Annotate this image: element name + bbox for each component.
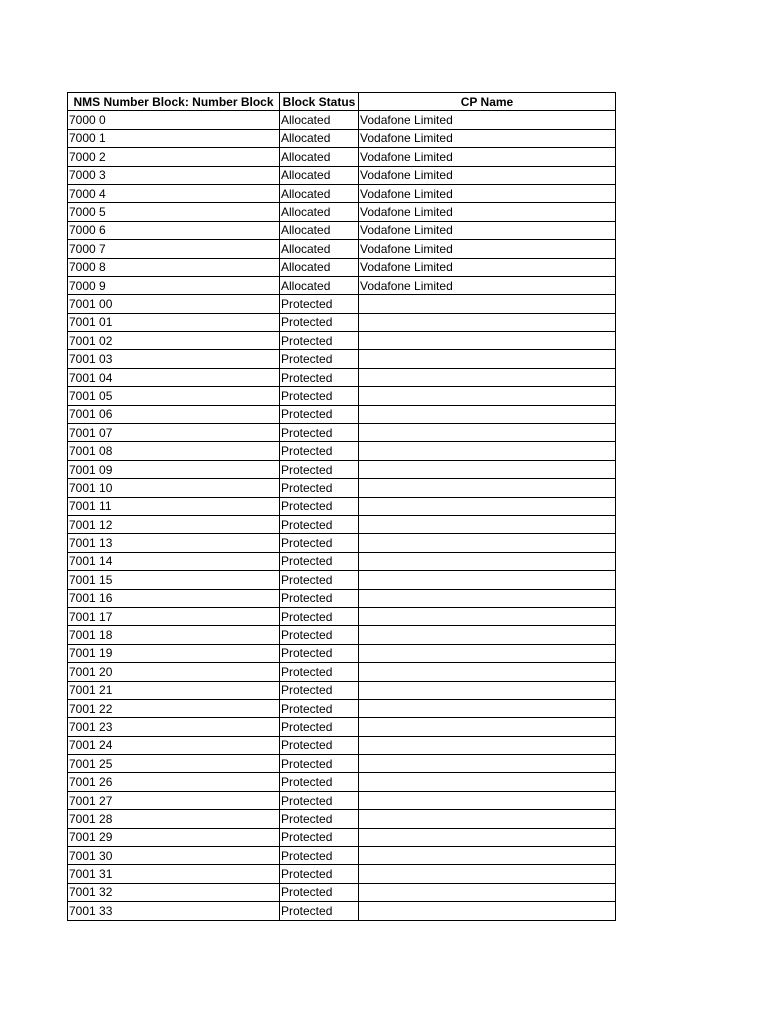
cell-block-status: Protected [280,442,359,460]
table-row [68,718,616,736]
table-row [68,902,616,920]
table-row [68,240,616,258]
table-row [68,644,616,662]
cell-number-block: 7001 20 [68,663,280,681]
cell-block-status: Allocated [280,240,359,258]
cell-number-block: 7001 07 [68,424,280,442]
header-number-block: NMS Number Block: Number Block [68,93,280,111]
cell-number-block: 7001 24 [68,736,280,754]
cell-number-block: 7000 5 [68,203,280,221]
cell-cp-name [359,313,616,331]
cell-block-status: Protected [280,295,359,313]
cell-block-status: Protected [280,479,359,497]
cell-cp-name [359,847,616,865]
table-row [68,166,616,184]
cell-cp-name [359,681,616,699]
cell-number-block: 7001 28 [68,810,280,828]
cell-number-block: 7001 04 [68,368,280,386]
table-row [68,479,616,497]
cell-block-status: Protected [280,810,359,828]
cell-cp-name [359,626,616,644]
cell-block-status: Protected [280,552,359,570]
cell-cp-name [359,755,616,773]
cell-block-status: Allocated [280,203,359,221]
cell-block-status: Protected [280,718,359,736]
cell-block-status: Protected [280,626,359,644]
cell-cp-name [359,552,616,570]
cell-number-block: 7001 00 [68,295,280,313]
cell-block-status: Protected [280,847,359,865]
cell-number-block: 7001 01 [68,313,280,331]
table-row [68,368,616,386]
cell-cp-name [359,607,616,625]
cell-number-block: 7001 26 [68,773,280,791]
cell-cp-name [359,736,616,754]
table-body [68,111,616,920]
cell-cp-name: Vodafone Limited [359,258,616,276]
cell-block-status: Protected [280,515,359,533]
cell-number-block: 7001 09 [68,460,280,478]
cell-number-block: 7001 14 [68,552,280,570]
cell-block-status: Protected [280,571,359,589]
table-row [68,148,616,166]
cell-block-status: Protected [280,405,359,423]
cell-block-status: Allocated [280,221,359,239]
cell-cp-name: Vodafone Limited [359,276,616,294]
cell-cp-name [359,571,616,589]
cell-block-status: Protected [280,350,359,368]
cell-block-status: Protected [280,736,359,754]
cell-cp-name: Vodafone Limited [359,166,616,184]
cell-block-status: Protected [280,534,359,552]
cell-cp-name [359,479,616,497]
cell-number-block: 7000 0 [68,111,280,129]
table-row [68,442,616,460]
table-row [68,791,616,809]
cell-number-block: 7000 3 [68,166,280,184]
cell-cp-name [359,424,616,442]
cell-number-block: 7001 06 [68,405,280,423]
cell-block-status: Protected [280,755,359,773]
table-row [68,424,616,442]
table-row [68,350,616,368]
cell-block-status: Protected [280,607,359,625]
table-row [68,663,616,681]
cell-cp-name [359,442,616,460]
header-row [68,93,616,111]
cell-number-block: 7001 21 [68,681,280,699]
cell-block-status: Protected [280,313,359,331]
cell-block-status: Protected [280,589,359,607]
table-row [68,755,616,773]
cell-number-block: 7000 8 [68,258,280,276]
cell-cp-name [359,534,616,552]
cell-block-status: Protected [280,773,359,791]
cell-number-block: 7001 31 [68,865,280,883]
cell-block-status: Protected [280,865,359,883]
cell-number-block: 7001 23 [68,718,280,736]
table-row [68,276,616,294]
cell-cp-name [359,883,616,901]
cell-number-block: 7001 12 [68,515,280,533]
table-row [68,736,616,754]
cell-cp-name [359,387,616,405]
table-row [68,773,616,791]
table-row [68,681,616,699]
cell-cp-name [359,644,616,662]
cell-cp-name: Vodafone Limited [359,184,616,202]
cell-number-block: 7000 4 [68,184,280,202]
cell-number-block: 7000 1 [68,129,280,147]
cell-cp-name [359,791,616,809]
table-row [68,699,616,717]
table-row [68,111,616,129]
cell-cp-name [359,589,616,607]
table-row [68,203,616,221]
table-row [68,515,616,533]
table-row [68,405,616,423]
cell-block-status: Protected [280,699,359,717]
table-row [68,258,616,276]
header-cp-name: CP Name [359,93,616,111]
cell-cp-name [359,405,616,423]
cell-cp-name [359,460,616,478]
cell-cp-name [359,515,616,533]
table-header [68,93,616,111]
cell-number-block: 7001 05 [68,387,280,405]
cell-cp-name [359,350,616,368]
cell-block-status: Allocated [280,184,359,202]
table-row [68,865,616,883]
cell-block-status: Allocated [280,129,359,147]
cell-cp-name [359,828,616,846]
cell-block-status: Allocated [280,258,359,276]
table-row [68,332,616,350]
cell-block-status: Protected [280,368,359,386]
cell-cp-name [359,810,616,828]
cell-number-block: 7000 6 [68,221,280,239]
cell-cp-name [359,497,616,515]
table-row [68,828,616,846]
cell-block-status: Protected [280,644,359,662]
table-row [68,295,616,313]
cell-cp-name [359,699,616,717]
cell-cp-name [359,902,616,920]
cell-cp-name: Vodafone Limited [359,111,616,129]
cell-number-block: 7000 2 [68,148,280,166]
table-row [68,810,616,828]
table-row [68,552,616,570]
cell-block-status: Protected [280,902,359,920]
cell-block-status: Protected [280,828,359,846]
cell-cp-name [359,865,616,883]
cell-block-status: Protected [280,424,359,442]
cell-number-block: 7001 10 [68,479,280,497]
cell-cp-name: Vodafone Limited [359,203,616,221]
cell-block-status: Protected [280,791,359,809]
cell-block-status: Protected [280,497,359,515]
cell-number-block: 7001 19 [68,644,280,662]
table-row [68,497,616,515]
cell-block-status: Allocated [280,111,359,129]
cell-cp-name [359,718,616,736]
cell-number-block: 7001 11 [68,497,280,515]
cell-number-block: 7001 02 [68,332,280,350]
cell-cp-name [359,663,616,681]
cell-block-status: Protected [280,387,359,405]
cell-number-block: 7000 7 [68,240,280,258]
cell-number-block: 7001 27 [68,791,280,809]
number-block-table [67,92,616,921]
cell-number-block: 7001 22 [68,699,280,717]
table-row [68,184,616,202]
table-row [68,883,616,901]
table-row [68,571,616,589]
cell-block-status: Allocated [280,166,359,184]
cell-cp-name [359,332,616,350]
cell-cp-name: Vodafone Limited [359,148,616,166]
cell-number-block: 7000 9 [68,276,280,294]
cell-block-status: Protected [280,883,359,901]
table-row [68,460,616,478]
cell-number-block: 7001 17 [68,607,280,625]
cell-block-status: Protected [280,663,359,681]
cell-block-status: Protected [280,460,359,478]
header-block-status: Block Status [280,93,359,111]
cell-number-block: 7001 29 [68,828,280,846]
table-row [68,129,616,147]
cell-block-status: Allocated [280,276,359,294]
cell-block-status: Allocated [280,148,359,166]
cell-number-block: 7001 18 [68,626,280,644]
cell-number-block: 7001 30 [68,847,280,865]
cell-cp-name [359,295,616,313]
cell-cp-name [359,773,616,791]
table-row [68,607,616,625]
cell-number-block: 7001 08 [68,442,280,460]
cell-cp-name [359,368,616,386]
cell-number-block: 7001 32 [68,883,280,901]
table-row [68,589,616,607]
cell-number-block: 7001 16 [68,589,280,607]
cell-block-status: Protected [280,681,359,699]
cell-number-block: 7001 03 [68,350,280,368]
cell-number-block: 7001 15 [68,571,280,589]
cell-block-status: Protected [280,332,359,350]
table-row [68,387,616,405]
table-row [68,313,616,331]
table-row [68,221,616,239]
cell-cp-name: Vodafone Limited [359,129,616,147]
table-row [68,626,616,644]
cell-number-block: 7001 13 [68,534,280,552]
cell-cp-name: Vodafone Limited [359,221,616,239]
table-row [68,534,616,552]
cell-cp-name: Vodafone Limited [359,240,616,258]
table-row [68,847,616,865]
cell-number-block: 7001 25 [68,755,280,773]
cell-number-block: 7001 33 [68,902,280,920]
